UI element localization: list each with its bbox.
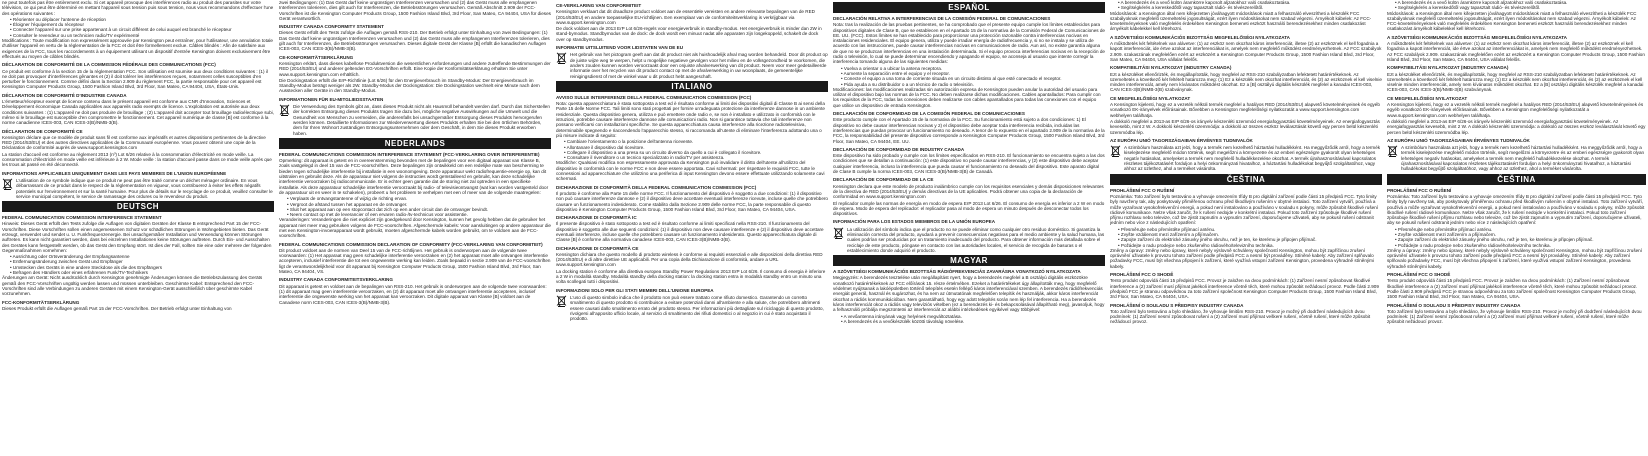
weee-notice <box>1387 145 1646 171</box>
paragraph: Änderungen am Gerät: Nicht ausdrücklich durch Kensington genehmigte Änderungen können die Betriebszulassung des Geräts gemäß den FCC-Vorschriften ungültig werden lassen und müssen unterbleiben. Geschirmte Kabel: Entsprechend den FCC-Vorschriften sind alle Verbindungen zu anderen Geräten mit einem Kensington-Gerät ausschließlich über geschirmte Kabel vorzunehmen. <box>2 275 263 297</box>
paragraph: Poznámka: Toto zařízení bylo testováno a vyhovuje omezením třídy B pro digitální zařízení podle části 15 předpisů FCC. Tyto limity byly navrženy tak, aby poskytovaly přiměřenou ochranu před škodlivým rušením v obytné instalaci. Toto zařízení vytváří, používá a může vyzařovat vysokofrekvenční energii, a pokud není instalováno a používáno v souladu s pokyny, může způsobit škodlivé rušení rádiové komunikace. Nelze však zaručit, že k rušení nedojde v konkrétní instalaci. Pokud toto zařízení způsobuje škodlivé rušení příjmu rozhlasu nebo televize, což lze zjistit zapnutím a vypnutím zařízení, doporučujeme uživateli, aby se pokusil rušení odstranit jedním nebo více z následujících opatření: <box>1110 193 1379 226</box>
crossed-out-wheelie-bin-icon <box>2 178 13 190</box>
list-item: • A vevőantenna irányának vagy helyének megváltoztatása. <box>841 314 1105 319</box>
column-1 <box>2 0 274 456</box>
list-item: • Éloigner l'équipement du récepteur <box>10 22 274 27</box>
list-item: • Consultare il rivenditore o un tecnico specializzato in radio/TV per assistenza. <box>564 155 828 160</box>
paragraph: A dokkoló megfelel a 2013-as ErP 6/26-os irányelv készenléti üzemmód energiafogyasztási követelményeinek. Az energiafogyasztás kevesebb, mint 2 W. A dokkoló készenléti üzemmódja: a dokkoló az összes eszköz leválasztását követő egy percen belül készenléti üzemmódba lép. <box>1110 118 1380 135</box>
section-heading: DECLARACIÓN DE CONFORMIDAD DE LA CE <box>833 177 934 183</box>
list-item: • Zapojte zařízení do elektrické zásuvky jiného okruhu, než je ten, ke kterému je připojen přijímač. <box>1118 237 1382 242</box>
weee-text: Die Verwendung des Symbols gibt an, dass dieses Produkt nicht als Hausmüll behandelt werden darf. Durch das Sicherstellen der korrekten Entsorgung dieses Produkts tragen Sie dazu bei, mögliche negative Auswirkungen auf die Umwelt und die Gesundheit von Menschen zu vermeiden, die anderenfalls bei unsachgemäßer Entsorgung dieses Produkts hervorgerufen werden können. Detaillierte Informationen zur Wiederverwertung dieses Produkts erhalten Sie bei den örtlichen Behörden, dem für Ihren Wohnort zuständigen Entsorgungsunternehmen oder dem Geschäft, in dem Sie dieses Produkt erworben haben. <box>293 104 550 136</box>
list-item: • Přesměrujte nebo přemístěte přijímací anténu. <box>1395 227 1646 232</box>
language-heading: ČEŠTINA <box>1110 174 1382 185</box>
column-4 <box>833 0 1105 456</box>
weee-notice <box>279 104 551 136</box>
list-item: • Cambiare l'orientamento o la posizione dell'antenna ricevente. <box>564 139 828 144</box>
paragraph: ne peut toutefois pas être entièrement exclu. Si cet appareil provoque des interférences radio au produit des parasites sur votre télévision, ce qui peut être déterminé en mettant l'appareil sous tension puis sous tension, nous vous recommandons d'effectuer l'une des opérations suivantes : <box>2 0 274 16</box>
paragraph: Il prodotto è conforme alla Parte 15 delle norme FCC. Il funzionamento del dispositivo è soggetto a due condizioni: (1) il dispositivo non può causare interferenze dannose e (2) il dispositivo deve accettare eventuali interferenze ricevute, incluse quelle che potrebbero causare un funzionamento indesiderato. Come stabilito dalla Sezione 2.909 delle norme FCC, la parte responsabile di questo dispositivo è Kensington Computer Products Group, 1500 Fashion Island Blvd, 3rd Floor, San Mateo, CA 94404, USA. <box>556 190 828 212</box>
section-heading: PROHLÁŠENÍ FCC O RUŠENÍ <box>1387 187 1452 193</box>
section-heading: KOMPATIBILITÁSI NYILATKOZAT (INDUSTRY CANADA) <box>1387 65 1509 71</box>
list-item: • Přesměrujte nebo přemístěte přijímací anténu. <box>1118 227 1382 232</box>
paragraph: Die Dockingstation erfüllt die ErP-Richtlinie (Lot 6/26) für den Energieverbrauch im Standby-Modus: Der Energieverbrauch im Standby-Modus beträgt weniger als 2W. Standby-Modus der Dockingstation: Die Dockingstation wechselt eine Minute nach dem Ausstecken aller Geräte in den Standby-Modus. <box>279 77 540 94</box>
paragraph: Hinweis: Dieses Gerät erfüllt den Tests zufolge die Auflagen von digitalen Geräten der Klasse B entsprechend Part 15 der FCC-Vorschriften. Diese Vorschriften sollen einen angemessenen Schutz vor schädlichen Störungen in Wohngebieten bieten. Das Gerät erzeugt, verwendet und sendet u. U. Funkfrequenzenergie. Bei unsachgemäßer Installation und Verwendung können Störungen auftreten. Es kann nicht garantiert werden, dass bei einzelnen Installationen keine Störungen auftreten. Durch Ein- und Ausschalten des Gerätes kann festgestellt werden, ob das Gerät den Empfang stört. Ist dies der Fall, sollten Sie eine oder mehrere der folgenden Gegenmaßnahmen vornehmen: <box>2 221 272 253</box>
language-heading: ITALIANO <box>556 81 828 92</box>
crossed-out-wheelie-bin-icon <box>1110 145 1121 157</box>
weee-text: La utilización del símbolo indica que el producto no se puede eliminar como cualquier otro residuo doméstico. Si garantiza la eliminación correcta del producto, ayudará a prevenir consecuencias negativas para el medio ambiente y la salud humana, las cuales podrían ser producidas por un tratamiento inadecuado del producto. Para obtener información más detallada sobre el reciclaje de este producto, póngase en contacto con las autoridades locales, el servicio de recogida de basuras o el establecimiento donde adquirió el producto. <box>847 226 1105 253</box>
section-heading: DÉCLARATION DE CONFORMITÉ CE <box>2 128 83 134</box>
list-item: • Befragen des Händlers oder eines erfahrenen Funk/TV-Technikers <box>10 270 274 275</box>
crossed-out-wheelie-bin-icon <box>279 104 290 116</box>
section-heading: PROHLÁŠENÍ FCC O SHODĚ <box>1387 272 1451 278</box>
language-heading: ESPAÑOL <box>833 2 1105 13</box>
weee-text: A szimbólum használata azt jelzi, hogy a termék nem kezelhető háztartási hulladékként. Ha meggyőződik arról, hogy a termék kiselejtezése megfelelő módon történik, segít megelőzni a környezetre és az emberi egészségre gyakorolt olyan lehetséges negatív hatásokat, amelyeket a termék nem megfelelő hulladékkezelése okozhat. A termék újrahasznosításával kapcsolatos részletes tájékoztatásért forduljon a helyi önkormányzati hivatalhoz, a háztartási hulladékokat begyűjtő szolgáltatóhoz, vagy ahhoz az üzlethez, ahol a terméket vásárolta. <box>1401 145 1645 172</box>
column-6 <box>1387 0 1646 456</box>
paragraph: Ezt a készüléket ellenőrizték, és megállapították, hogy megfelel az RSS-210 szabályzatban lefektetett határértékeknek. Az üzemeltetés a következő két feltételt határozza meg: (1) Ez a készülék nem okozhat interferenciát, és (2) az eszköznek el kell viselnie minden interferenciát, amely nem kívánatos működést okozhat. Ez a [B] osztályú digitális készülék megfelel a kanadai ICES-003, CAN ICES-3(B)/NMB-3(B) szabványnak. <box>1387 71 1644 93</box>
paragraph: zwei Bedingungen: (1) Das Gerät darf keine ungünstigen Interferenzen verursachen und (2) das Gerät muss alle empfangenen Interferenzen tolerieren, dies gilt auch für Interferenzen, die Betriebsstörungen verursachen. Gemäß Abschnitt 2.909 der FCC-Vorschriften ist die Kensington Computer Products Group, 1500 Fashion Island Blvd, 3rd Floor, San Mateo, CA 94404, USA für dieses Gerät verantwortlich. <box>279 0 551 21</box>
section-heading: FEDERAL COMMUNICATIONS COMMISSION INTERFERENCE STATEMENT (FCC-VERKLARING OVER INTERFERENTIE) <box>279 151 540 157</box>
paragraph: Módosítások: a Kensington által nem kifejezetten jóváhagyott módosítások miatt a felhasználó elveszítheti a készülék FCC szabályoknak megfelelő üzemeltetési jogosultságát, ezért ilyen módosításokat nem szabad végezni. Árnyékolt kábelek: Az FCC-követelményeknek való megfelelés érdekében Kensington bemeneti eszközt használó berendezésekhez minden csatlakozást árnyékolt kábelekkel kell létrehozni. <box>1387 10 1637 32</box>
paragraph: Ce produit est conforme à la section 15 de la réglementation FCC. Son utilisation est soumise aux deux conditions suivantes : (1) il ne doit pas provoquer d'interférences gênantes et (2) il doit tolérer les interférences reçues, notamment celles susceptibles d'en perturber le fonctionnement. Comme défini dans la Section 2.909 du règlement FCC, la partie responsable pour cet appareil est Kensington Computer Products Group, 1500 Fashion Island Blvd, 3rd Floor, San Mateo, CA 94404, USA, États-Unis. <box>2 68 268 90</box>
section-heading: PROHLÁŠENÍ O SOULADU S PŘEDPISY INDUSTRY CANADA <box>1387 302 1521 308</box>
paragraph: Ezt a készüléket ellenőrizték, és megállapították, hogy megfelel az RSS-210 szabályzatban lefektetett határértékeknek. Az üzemeltetés a következő két feltételt határozza meg: (1) Ez a készülék nem okozhat interferenciát, és (2) az eszköznek el kell viselnie minden interferenciát, amely nem kívánatos működést okozhat. Ez a [B] osztályú digitális készülék megfelel a kanadai ICES-003, CAN ICES-3(B)/NMB-3(B) szabványnak. <box>1110 71 1382 93</box>
list-item: • Connecter l'appareil sur une prise appartenant à un circuit différent de celui auquel est branché le récepteur <box>10 27 274 32</box>
list-item: • Segítségkérés a kereskedőtől vagy tapasztalt rádió- és tévészerelőtől. <box>1395 5 1646 10</box>
paragraph: Tento produkt odpovídá části 15 předpisů FCC. Provoz je založen na dvou podmínkách: (1) Zařízení nesmí způsobovat škodlivé interference a (2) zařízení musí přijímat jakékoli interference včetně těch, které mohou způsobit nežádoucí provoz. Podle části 2.909 předpisů FCC je stranou odpovědnou za toto zařízení společnost Kensington Computer Products Group, 1500 Fashion Island Blvd, 3rd Floor, San Mateo, CA 94404, USA. <box>1387 278 1638 300</box>
section-heading: INFORMATIONEN FÜR EU-MITGLIEDSSTAATEN <box>279 96 384 102</box>
section-heading: DÉCLARATION DE CONFORMITÉ DE LA COMMISSION FÉDÉRALE DES COMMUNICATIONS (FCC) <box>2 62 216 68</box>
list-item: • Verplaats de ontvangstantenne of wijzig de richting ervan. <box>287 196 551 201</box>
paragraph: El replicador cumple las normas de energía en modo de espera ErP 2013 Lot 6/26. El consumo de energía es inferior a 2 W en modo de espera. Modo de espera del replicador: el replicador pasa al modo de espera un minuto después de desconectar todos los dispositivos. <box>833 200 1105 217</box>
paragraph: Kensington déclare que ce modèle de produit sans fil est conforme aux impératifs et autres dispositions pertinentes de la directive RED (2014/53/EU) et des autres directives applicables de la Communauté européenne. Vous pouvez obtenir une copie de la Déclaration de conformité auprès de www.support.kensington.com <box>2 134 266 151</box>
list-item: • Collegare il dispositivo a una presa su un circuito diverso da quello a cui è collegato il ricevitore. <box>564 150 828 155</box>
list-item: • Vuelva a orientar o a ubicar la antena receptora. <box>841 66 1105 71</box>
section-heading: CE MEGFELELŐSÉGI NYILATKOZAT <box>1387 95 1468 101</box>
weee-text: L'uso di questo simbolo indica che il prodotto non può essere trattato come rifiuto domestico. Garantendo un corretto smaltimento di questo prodotto si contribuisce a evitare potenziali danni all'ambiente e alla salute, che potrebbero altrimenti essere causati dallo smaltimento errato del prodotto stesso. Per informazioni più dettagliate sul riciclaggio di questo prodotto, rivolgersi all'apposito ufficio locale, al servizio di smaltimento dei rifiuti domestici o al negozio in cui è stato acquistato il prodotto. <box>570 294 824 322</box>
list-item: • Réorienter ou déplacer l'antenne de réception <box>10 17 274 22</box>
weee-notice <box>1110 145 1382 171</box>
section-heading: FCC-KONFORMITÄTSERKLÄRUNG <box>2 299 80 305</box>
crossed-out-wheelie-bin-icon <box>833 227 844 239</box>
section-heading: DICHIARAZIONE DI CONFORMITÀ DELLA FEDERAL COMMUNICATION COMMISSION (FCC) <box>556 184 757 190</box>
list-item: • Ausrichtung oder Ortsveränderung der Empfangsantenne <box>10 254 274 259</box>
language-heading: DEUTSCH <box>2 201 274 212</box>
paragraph: Kensington dichiara che questo modello di prodotto wireless è conforme ai requisiti essenziali e alle disposizioni della direttiva RED (2014/53/EU) e di altre direttive UE applicabili. Per una copia della Dichiarazione di conformità, andare a URL www.support.kensington.com <box>556 251 823 268</box>
paragraph: Opmerking: dit apparaat is getest en in overeenstemming bevonden met de bepalingen voor een digitaal apparaat van Klasse B, zoals vastgelegd in deel 15 van de FCC-voorschriften. Deze bepalingen zijn ontwikkeld om een redelijke mate van bescherming te bieden tegen schadelijke interferentie bij installatie in een woonomgeving. Deze apparatuur wekt radiofrequentie-energie op, kan dit uitstralen en gebruikt deze. Als de apparatuur niet volgens de instructies wordt geïnstalleerd en gebruikt, kan deze schadelijke interferentie veroorzaken bij radiocommunicatie. Er is echter geen garantie dat de storing niet zal optreden in een specifieke installatie. Als deze apparatuur schadelijke interferentie veroorzaakt bij radio- of televisieontvangst (wat kan worden vastgesteld door de apparatuur uit en weer in te schakelen), probeert u het probleem te verhelpen met een of meer van de volgende maatregelen: <box>279 158 549 195</box>
list-item: • Entfernungsänderung zwischen Gerät und Empfänger <box>10 259 274 264</box>
weee-notice <box>2 178 274 199</box>
paragraph: Dieses Gerät erfüllt den Tests zufolge die Auflagen gemäß RSS-210. Der Betrieb erfolgt unter Einhaltung von zwei Bedingungen: (1) Das Gerät darf keine ungünstigen Interferenzen verursachen und (2) das Gerät muss alle empfangenen Interferenzen tolerieren, dies gilt auch für Interferenzen, die Betriebsstörungen verursachen. Dieses digitale Gerät der Klasse [B] erfüllt die kanadischen Auflagen ICES-003, CAN ICES-3(B)/NMB-3(B). <box>279 30 550 52</box>
paragraph: L'émetteur/récepteur exempt de licence contenu dans le présent appareil est conforme aux CNR d'Innovation, Sciences et Développement économique Canada applicables aux appareils radio exempts de licence. L'exploitation est autorisée aux deux conditions suivantes : (1) L'appareil ne doit pas produire de brouillage ; (2) L'appareil doit accepter tout brouillage radioélectrique subi, même si le brouillage est susceptible d'en compromettre le fonctionnement. Cet appareil numérique de classe [B] est conforme à la norme canadienne ICES-003, CAN ICES-3(B)/NMB-3(B). <box>2 99 274 126</box>
column-5 <box>1110 0 1382 456</box>
list-item: • Pida ayuda a su distribuidor o a un técnico de radio o televisión. <box>841 82 1105 87</box>
section-heading: DECLARACIÓN DE CONFORMIDAD DE INDUSTRY CANADA <box>833 146 965 152</box>
section-heading: CE-VERKLARING VAN CONFORMITEIT <box>556 3 642 8</box>
section-heading: AZ EURÓPAI UNIÓ TAGORSZÁGAIBAN ÉRVÉNYES TUDNIVALÓK <box>1387 137 1530 143</box>
list-item: • Požádejte o radu prodejce nebo zkušeného rádiového/televizního technika. <box>1395 243 1646 248</box>
crossed-out-wheelie-bin-icon <box>556 295 567 307</box>
list-item: • Vergroot de afstand tussen het apparaat en de ontvanger. <box>287 202 551 207</box>
paragraph: Veranderingen: Veranderingen die niet expliciet zijn goedgekeurd door Kensington, kunnen het gevolg hebben dat de gebruiker het apparaat niet meer mag gebruiken volgens de FCC-voorschriften. Afgeschermde kabels: Voor aansluitingen op andere apparatuur die met een Kensington-invoerapparaat wordt gebruikt, moeten afgeschermde kabels worden gebruikt, om te voldoen aan de FCC-voorschriften. <box>279 217 551 239</box>
list-item: • Požádejte o radu prodejce nebo zkušeného rádiového/televizního technika. <box>1118 243 1382 248</box>
section-heading: A SZÖVETSÉGI KOMMUNIKÁCIÓS BIZOTTSÁG MEGFELELŐSÉGI NYILATKOZATA <box>1110 34 1291 40</box>
language-heading: MAGYAR <box>833 255 1105 266</box>
list-item: • A berendezés és a vevő külön áramkörre kapcsolt aljzatokhoz való csatlakoztatása. <box>1118 0 1382 5</box>
paragraph: Este producto cumple con el Apartado 15 de la normativa de la FCC. Su funcionamiento está sujeto a dos condiciones: 1) El dispositivo no debe causar interferencias nocivas y 2) el dispositivo debe aceptar toda interferencia recibida, incluidas las interferencias que puedan provocar un funcionamiento no deseado. A tenor de lo expuesto en el apartado 2.909 de la normativa de la FCC, la responsabilidad del presente dispositivo corresponde a Kensington Computer Products Group, 1500 Fashion Island Blvd, 3rd Floor, San Mateo, CA 94404, EE. UU. <box>833 117 1105 144</box>
section-heading: INFORMATIONS APPLICABLES UNIQUEMENT DANS LES PAYS MEMBRES DE L'UNION EUROPÉENNE <box>2 170 227 176</box>
paragraph: Modifiche: Qualsiasi modifica non espressamente approvata da Kensington può invalidare il diritto dell'utente all'utilizzo del dispositivo in conformità con le norme FCC e non deve essere apportata. Cavi schermati: per rispettare le requisiti FCC, tutte le connessioni ad apparecchiature che utilizzino una periferica di input Kensington devono essere effettuate utilizzando solamente cavi schermati. <box>556 160 825 182</box>
section-heading: INDUSTRY CANADA CONFORMITY STATEMENT <box>279 24 384 30</box>
weee-notice <box>833 227 1105 253</box>
list-item: • Zapojte zařízení do elektrické zásuvky jiného okruhu, než je ten, ke kterému je připojen přijímač. <box>1395 237 1646 242</box>
section-heading: FEDERAL COMMUNICATION COMMISSION INTERFERENCE STATEMENT <box>2 215 162 221</box>
list-item: • Zvyšte vzdálenost mezi zařízením a přijímačem. <box>1395 232 1646 237</box>
paragraph: Nota: questa apparecchiatura è stata sottoposta a test ed è risultata conforme ai limiti dei dispositivi digitali di Classe B ai sensi della Parte 15 delle Norme FCC. Tali limiti sono stati progettati per fornire un'adeguata protezione da interferenze dannose in un ambiente residenziale. Questa dispositivo genera, utilizza e può emettere onde radio e, se non è installato e utilizzato in conformità con le istruzioni, potrebbe causare interferenze dannose alle comunicazioni radio. Non si garantisce tuttavia che tali interferenze non possano verificarsi con installazioni specifiche. Se questa apparecchiatura causa interferenze alla ricezione radiotelevisiva, determinabile spegnendo e riaccendendo l'apparecchio stesso, si raccomanda all'utente di eliminare l'interferenza adottando una o più misure indicate di seguito: <box>556 101 825 138</box>
weee-text: Het gebruik van het pictogram geeft aan dat dit product niet als huishoudelijk afval mag worden behandeld. Door dit product op de juiste wijze weg te werpen, helpt u mogelijke negatieve gevolgen voor het milieu en de volksgezondheid te voorkomen, die anders zouden kunnen worden veroorzaakt door een onjuiste afvalverwerking van dit product. Neem voor meer gedetailleerde informatie over het recyclen van dit product contact op met de afvalverwerking in uw woonplaats, de gemeentelijke reinigingsdienst of met de winkel waar u dit product hebt aangeschaft. <box>570 52 828 79</box>
paragraph: Toto zařízení bylo testováno a bylo shledáno, že vyhovuje limitům RSS-210. Provoz je možný při dodržení následujících dvou podmínek: (1) Zařízení nesmí způsobovat rušení a (2) zařízení musí přijímat veškeré rušení, včetně rušení, které může způsobit nežádoucí provoz. <box>1387 308 1642 325</box>
list-item: • Segítségkérés a kereskedőtől vagy tapasztalt rádió- és tévészerelőtől. <box>1118 5 1382 10</box>
section-heading: INDUSTRY CANADA CONFORMITEITSVERKLARING <box>279 277 393 283</box>
section-heading: CE MEGFELELŐSÉGI NYILATKOZAT <box>1110 95 1191 101</box>
paragraph: Módosítások: a Kensington által nem kifejezetten jóváhagyott módosítások miatt a felhasználó elveszítheti a készülék FCC szabályoknak megfelelő üzemeltetési jogosultságát, ezért ilyen módosításokat nem szabad végezni. Árnyékolt kábelek: Az FCC-követelményeknek való megfelelés érdekében Kensington bemeneti eszközt használó berendezésekhez minden csatlakozást árnyékolt kábelekkel kell létrehozni. <box>1110 10 1372 32</box>
paragraph: Modifications : Toute modification non expressément approuvée par Kensington peut entraîner, pour l'utilisateur, une annulation totale d'utiliser l'appareil en vertu de la réglementation de la FCC et doit être formellement exclue. Câbles blindés : Afin de satisfaire aux exigences de la FCC, tous les raccordements à un équipement utilisant un dispositif d'entrée Kensington doivent exclusivement être effectués au moyen de câbles blindés. <box>2 38 273 59</box>
column-2 <box>279 0 551 456</box>
paragraph: A működtetés két feltételnek van alávetve: (1) az eszköz nem okozhat káros interferenciát, illetve (2) az eszköznek el kell fogadnia a kapott interferenciát, ide értve azokat az interferenciákat is, amelyek nem megfelelő működést eredményezhetnek. Az FCC szabályok 2.909. szakaszának megfelelően ezért az eszközért a Kensington Computer Products Group, 1500 Fashion Island Blvd, 3rd Floor, San Mateo, CA 94404, USA vállalat felelős. <box>1110 41 1382 62</box>
paragraph: A dokkoló megfelel a 2013-as ErP 6/26-os irányelv készenléti üzemmód energiafogyasztási követelményeinek. Az energiafogyasztás kevesebb, mint 2 W. A dokkoló készenléti üzemmódja: a dokkoló az összes eszköz leválasztását követő egy percen belül készenléti üzemmódba lép. <box>1387 118 1646 135</box>
section-heading: DECLARACIÓN RELATIVA A INTERFERENCIAS DE LA COMISIÓN FEDERAL DE COMUNICACIONES <box>833 16 1051 21</box>
list-item: • Umstecken des Geräts in eine andere Steckdose als die des Empfängers <box>10 265 274 270</box>
section-heading: INFORMACIÓN PARA LOS ESTADOS MIEMBROS DE LA UNIÓN EUROPEA <box>833 219 996 225</box>
list-item: • Neem contact op met de leverancier of een ervaren radio-/tv-technicus voor assistentie. <box>287 212 551 217</box>
language-heading: NEDERLANDS <box>279 138 551 149</box>
paragraph: La station d'accueil est conforme au règlement 2013 (nº) Lot 6/26 relative à la consommation d'électricité en mode veille. La consommation d'électricité en mode veille est inférieure à 2 W. Mode veille : la station d'accueil passe dans ce mode veille après que les trous ait passé en été déconnecté. <box>2 151 272 168</box>
paragraph: Kensington declara que este modelo de producto inalámbrico cumple con los requisitos esenciales y demás disposiciones relevantes de la directiva de RED (2014/53/EU) y demás directivas de la UE aplicables. Podrá obtener una copia de la declaración de conformidad en www.support.kensington.com <box>833 183 1104 200</box>
paragraph: De dock voldoet aan de 2013 ErP Lot 6/26-regels voor energieverbruik in standby-modus. Het energieverbruik is minder dan 2W in stand-bymodus. Standbymodus van de dock: de dock wordt een minuut nadat alle apparaten zijn losgekoppeld, schakelt de dock over op standbymodus. <box>556 26 822 42</box>
section-heading: AZ EURÓPAI UNIÓ TAGORSZÁGAIBAN ÉRVÉNYES TUDNIVALÓK <box>1110 137 1253 143</box>
paragraph: A Kensington kijelenti, hogy ez a vezeték nélküli termék megfelel a hatályos RED (2014/53/EU) alapvető követelményeinek és egyéb vonatkozó EK-irányelvek előírásainak. Bővebben a Kensington megfelelőségi nyilatkozatát a www.support.kensington.com webhelyen találhatja. <box>1387 102 1644 118</box>
section-heading: DICHIARAZIONE DI CONFORMITÀ CE <box>556 245 639 251</box>
section-heading: KOMPATIBILITÁSI NYILATKOZAT (INDUSTRY CANADA) <box>1110 65 1232 71</box>
crossed-out-wheelie-bin-icon <box>1387 145 1398 157</box>
paragraph: Il presente dispositivo è stato sottoposto a test ed è risultato conforme ai limiti specificati nella RSS-210. Il funzionamento del dispositivo è soggetto alle due seguenti condizioni: (1) il dispositivo non deve causare interferenze e (2) il dispositivo deve accettare eventuali interferenze, incluse quelle che potrebbero causare un funzionamento indesiderato. Questo apparecchiatura digitale di Classe [B] è conforme alla normativa canadese ICES-003, CAN ICES-3(B)/NMB-3(B). <box>556 221 824 243</box>
section-heading: PROHLÁŠENÍ FCC O RUŠENÍ <box>1110 187 1175 193</box>
section-heading: DECLARACIÓN DE CONFORMIDAD DE LA COMISIÓN FEDERAL DE COMUNICACIONES <box>833 111 1025 117</box>
column-3 <box>556 0 828 456</box>
list-item: • Sluit het apparaat aan op een stopcontact dat zich op een ander circuit dan de ontvanger bevindt. <box>287 207 551 212</box>
weee-text: A szimbólum használata azt jelzi, hogy a termék nem kezelhető háztartási hulladékként. Ha meggyőződik arról, hogy a termék kiselejtezése megfelelő módon történik, segít megelőzni a környezetre és az emberi egészségre gyakorolt olyan lehetséges negatív hatásokat, amelyeket a termék nem megfelelő hulladékkezelése okozhat. A termék újrahasznosításával kapcsolatos részletes tájékoztatásért forduljon a helyi önkormányzati hivatalhoz, a háztartási hulladékokat begyűjtő szolgáltatóhoz, vagy ahhoz az üzlethez, ahol a terméket vásárolta. <box>1124 145 1381 172</box>
list-item: • Allontanare il dispositivo dal ricevitore. <box>564 145 828 150</box>
section-heading: DICHIARAZIONE DI CONFORMITÀ IC <box>556 215 637 221</box>
language-heading: ČEŠTINA <box>1387 174 1646 185</box>
paragraph: La docking station è conforme alla direttiva europea Standby Power Regulations 2013 ErP Lot 6/26. Il consumo di energia è inferiore a 2 W in modalità standby. Modalità standby della docking station: la docking station entra in modalità standby entro un minuto una volta scollegati tutti i dispositivi. <box>556 268 826 285</box>
paragraph: Este dispositivo ha sido probado y cumple con los límites especificados en RSS-210. El funcionamiento se encuentra sujeto a las dos condiciones que se detallan a continuación: (1) este dispositivo no puede causar interferencias, y (2) este dispositivo debe aceptar cualquier interferencia, incluso la interferencia que pueda causar el funcionamiento no deseado del dispositivo. Este aparato digital de Clase B cumple la norma ICES-003, CAN ICES-3(B)/NMB-3(B) de Canadá. <box>833 153 1105 175</box>
list-item: • Zvyšte vzdálenost mezi zařízením a přijímačem. <box>1118 232 1382 237</box>
list-item: • Consulter le revendeur ou un technicien radio/TV expérimenté <box>10 33 274 38</box>
section-heading: A SZÖVETSÉGI KOMMUNIKÁCIÓS BIZOTTSÁG MEGFELELŐSÉGI NYILATKOZATA <box>1387 34 1568 40</box>
section-heading: PROHLÁŠENÍ O SOULADU S PŘEDPISY INDUSTRY CANADA <box>1110 302 1244 308</box>
section-heading: PROHLÁŠENÍ FCC O SHODĚ <box>1110 272 1174 278</box>
paragraph: Dit product voldoet aan de normen van Deel 15 van de FCC-richtlijnen. Het gebruik is onderworpen aan de volgende twee voorwaarden: (1) Het apparaat mag geen schadelijke interferentie veroorzaken en (2) het apparaat moet alle ontvangen interferentie accepteren, inclusief interferentie die tot een ongewenste werking kan leiden. Zoals bepaald in sectie 2.909 van de FCC-voorschriften ligt de verantwoordelijkheid voor dit apparaat bij Kensington Computer Products Group, 1500 Fashion Island Blvd, 3rd Floor, San Mateo, CA 94404, VS. <box>279 247 551 275</box>
paragraph: Megjegyzés: A berendezés tesztelése után megállapítást nyert, hogy a berendezés megfelel a B osztályú digitális eszközökre vonatkozó határértékeknek az FCC előírások 15. része értelmében. Ezeket a határértékeket úgy állapították meg, hogy megfelelő védelmet nyújtsanak a lakóépületben történő telepítés esetén fellépő káros interferenciával szemben. A berendezés rádiófrekvenciás energiát generál, használ és sugározhat, és ha nem az útmutatónak megfelelően telepítik és használják, akkor káros interferenciát okozhat a rádiós kommunikációban. Nem garantálható, hogy egy adott telepítés során nem lép fel interferencia. Ha a berendezés káros interferenciát okoz a rádiós vagy televíziós vételben (ez a berendezés ki- és bekapcsolásával állapítható meg), javasoljuk, hogy a felhasználó próbálja megszüntetni az interferenciát az alábbi intézkedések egyikével vagy többjével: <box>833 275 1105 313</box>
list-item: • Conecte el equipo a una toma de corriente situada en un circuito distinto al que esté conectado el receptor. <box>841 76 1105 81</box>
section-heading: AVVISO SULLE INTERFERENZE DELLA FEDERAL COMMUNICATION COMMISSION (FCC) <box>556 94 752 100</box>
crossed-out-wheelie-bin-icon <box>556 52 567 64</box>
paragraph: A működtetés két feltételnek van alávetve: (1) az eszköz nem okozhat káros interferenciát, illetve (2) az eszköznek el kell fogadnia a kapott interferenciát, ide értve azokat az interferenciákat is, amelyek nem megfelelő működést eredményezhetnek. Az FCC szabályok 2.909. szakaszának megfelelően ezért az eszközért a Kensington Computer Products Group, 1500 Fashion Island Blvd, 3rd Floor, San Mateo, CA 94404, USA vállalat felelős. <box>1387 41 1645 62</box>
paragraph: Tento produkt odpovídá části 15 předpisů FCC. Provoz je založen na dvou podmínkách: (1) Zařízení nesmí způsobovat škodlivé interference a (2) zařízení musí přijímat jakékoli interference včetně těch, které mohou způsobit nežádoucí provoz. Podle části 2.909 předpisů FCC je stranou odpovědnou za toto zařízení společnost Kensington Computer Products Group, 1500 Fashion Island Blvd, 3rd Floor, San Mateo, CA 94404, USA. <box>1110 278 1379 300</box>
paragraph: Kensington erklärt, dass dieses kabellose Produktversion die wesentlichen Anforderungen und andere zutreffende Bestimmungen der RED (2014/53/EU) und anderer geltenden EG-Vorschriften erfüllt. Eine Kopie der Konformitätserklärung erhalten Sie unter www.support.kensington.com erhältlich. <box>279 60 551 77</box>
paragraph: Změny a úpravy: změny nebo úpravy, které nebyly výslovně schváleny společností Kensington, mohou být zapříčinou zrušení oprávnění uživatele k provozu tohoto zařízení podle předpisů FCC a nesmí být prováděny. Stíněné kabely: Aby zařízení splňovalo požadavky FCC, musí být všechna připojení k zařízení, které využívá vstupní zařízení Kensington, provedena výhradně stíněnými kabely. <box>1387 247 1642 269</box>
paragraph: Poznámka: Toto zařízení bylo testováno a vyhovuje omezením třídy B pro digitální zařízení podle části 15 předpisů FCC. Tyto limity byly navrženy tak, aby poskytovaly přiměřenou ochranu před škodlivým rušením v obytné instalaci. Toto zařízení vytváří, používá a může vyzařovat vysokofrekvenční energii, a pokud není instalováno a používáno v souladu s pokyny, může způsobit škodlivé rušení rádiové komunikace. Nelze však zaručit, že k rušení nedojde v konkrétní instalaci. Pokud toto zařízení způsobuje škodlivé rušení příjmu rozhlasu nebo televize, což lze zjistit zapnutím a vypnutím zařízení, doporučujeme uživateli, aby se pokusil rušení odstranit jedním nebo více z následujících opatření: <box>1387 193 1645 226</box>
list-item: • Aumente la separación entre el equipo y el receptor. <box>841 71 1105 76</box>
section-heading: INFORMAZIONI SOLO PER GLI STATI MEMBRI DELL'UNIONE EUROPEA <box>556 287 714 293</box>
list-item: • A berendezés és a vevő külön áramkörre kapcsolt aljzatokhoz való csatlakoztatása. <box>1395 0 1646 5</box>
weee-notice <box>556 295 828 321</box>
paragraph: Modificaciones: las modificaciones realizadas sin autorización expresa de Kensington pueden anular la autoridad del usuario para utilizar el dispositivo bajo las normas de la FCC. No deben realizarse dichas modificaciones. Cables apantallados: Para cumplir con los requisitos de la FCC, todas las conexiones deben realizarse con cables apantallados para todas las conexiones con el equipo que utilice un dispositivo de entrada Kensington. <box>833 86 1101 108</box>
paragraph: Kensington verklaart dat dit draadloze product voldoet aan de essentiële vereisten en andere relevante bepalingen van de RED (2014/53/EU) en andere toepasselijke EU-richtlijnen. Een exemplaar van de conformiteitsverklaring is verkrijgbaar via www.support.kensington.com <box>556 9 815 25</box>
section-heading: A SZÖVETSÉGI KOMMUNIKÁCIÓS BIZOTTSÁG RÁDIÓFREKVENCIÁS ZAVARÁSRA VONATKOZÓ NYILATKOZATA <box>833 269 1081 275</box>
paragraph: Změny a úpravy: změny nebo úpravy, které nebyly výslovně schváleny společností Kensington, mohou být zapříčinou zrušení oprávnění uživatele k provozu tohoto zařízení podle předpisů FCC a nesmí být prováděny. Stíněné kabely: Aby zařízení splňovalo požadavky FCC, musí být všechna připojení k zařízení, které využívá vstupní zařízení Kensington, provedena výhradně stíněnými kabely. <box>1110 247 1375 269</box>
section-heading: CE-KONFORMITÄTSERKLÄRUNG <box>279 54 354 60</box>
list-item: • A berendezés és a vevőkészülék közötti távolság növelése. <box>841 319 1105 324</box>
weee-notice <box>556 52 828 78</box>
section-heading: FEDERAL COMMUNICATIONS COMMISSION DECLARATION OF CONFORMITY (FCC-VERKLARING VAN CONFORMITEIT) <box>279 241 543 247</box>
section-heading: INFORMATIE UITSLUITEND VOOR LIDSTATEN VAN DE EU <box>556 45 684 51</box>
paragraph: A Kensington kijelenti, hogy ez a vezeték nélküli termék megfelel a hatályos RED (2014/53/EU) alapvető követelményeinek és egyéb vonatkozó EK-irányelvek előírásainak. Bővebben a Kensington megfelelőségi nyilatkozatát a www.support.kensington.com webhelyen találhatja. <box>1110 102 1380 118</box>
paragraph: Nota: tras la realización de las pruebas pertinentes, se ha comprobado que el presente equipo cumple los límites establecidos para dispositivos digitales de Clase B, que se establecen en el Apartado 15 de la normativa de la Comisión Federal de Comunicaciones de EE. UU. (FCC). Estos límites se han establecido para proporcionar una protección razonable contra interferencias nocivas en instalaciones residenciales. El equipo genera, utiliza y puede irradiar energía de radiofrecuencia y, si no se instala y se utiliza de acuerdo con las instrucciones, puede causar interferencias nocivas en comunicaciones de radio. Aun así, no existe garantía alguna de que no se produzcan interferencias en una instalación determinada. Si el equipo provoca interferencias nocivas en la recepción de radio o televisión, lo cual se puede determinar encendiendo y apagando el equipo, se aconseja al usuario que intente corregir la interferencia tomando alguna de las siguientes medidas: <box>833 22 1105 65</box>
section-heading: DÉCLARATION DE CONFORMITÉ D'INDUSTRIE CANADA <box>2 92 127 98</box>
paragraph: Toto zařízení bylo testováno a bylo shledáno, že vyhovuje limitům RSS-210. Provoz je možný při dodržení následujících dvou podmínek: (1) Zařízení nesmí způsobovat rušení a (2) zařízení musí přijímat veškeré rušení, včetně rušení, které může způsobit nežádoucí provoz. <box>1110 308 1371 325</box>
weee-text: L'utilisation de ce symbole indique que ce produit ne peut pas être traité comme un déchet ménager ordinaire. En vous débarrassant de ce produit dans le respect de la réglementation en vigueur, vous contribuerez à éviter les effets négatifs potentiels sur l'environnement et sur la santé humaine. Pour plus de détails sur le recyclage de ce produit, veuillez consulter le service municipal compétent, le service de ramassage des ordures ou le revendeur du produit. <box>16 177 273 199</box>
paragraph: Dieses Produkt erfüllt die Auflagen gemäß Part 15 der FCC-Vorschriften. Der Betrieb erfolgt unter Einhaltung von <box>2 305 232 311</box>
paragraph: Dit apparaat is getest en voldoet aan de bepalingen van RSS-210. Het gebruik is onderworpen aan de volgende twee voorwaarden: (1) dit apparaat mag geen interferentie veroorzaken, en (2) dit apparaat moet alle ontvangen interferentie accepteren, inclusief interferentie die ongewenste werking van het apparaat kan veroorzaken. Dit digitale apparaat van Klasse [B] voldoet aan de Canadese norm ICES-003, CAN ICES-3(B)/NMB-3(B). <box>279 283 547 305</box>
